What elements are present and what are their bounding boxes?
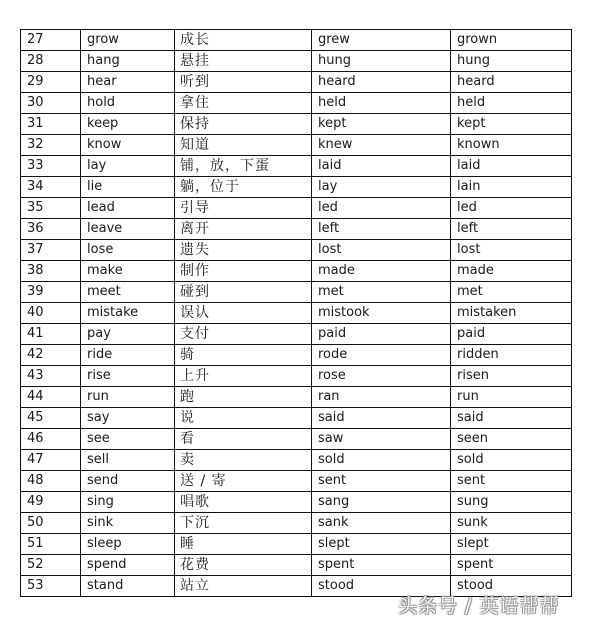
meaning-cell: 看 (175, 429, 312, 450)
table-row (21, 282, 572, 303)
table-row (21, 114, 572, 135)
table-row (21, 555, 572, 576)
past-participle-cell: held (451, 93, 572, 114)
past-participle-cell: seen (451, 429, 572, 450)
row-number-cell: 48 (21, 471, 81, 492)
table-row (21, 408, 572, 429)
base-form-cell: hang (81, 51, 175, 72)
past-tense-cell: spent (312, 555, 451, 576)
row-number-cell: 28 (21, 51, 81, 72)
past-participle-cell: laid (451, 156, 572, 177)
past-participle-cell: kept (451, 114, 572, 135)
base-form-cell: run (81, 387, 175, 408)
row-number-cell: 45 (21, 408, 81, 429)
table-row (21, 387, 572, 408)
base-form-cell: lay (81, 156, 175, 177)
row-number-cell: 34 (21, 177, 81, 198)
row-number-cell: 43 (21, 366, 81, 387)
past-participle-cell: sunk (451, 513, 572, 534)
base-form-cell: lose (81, 240, 175, 261)
table-row (21, 177, 572, 198)
table-row (21, 492, 572, 513)
meaning-cell: 知道 (175, 135, 312, 156)
meaning-cell: 下沉 (175, 513, 312, 534)
past-participle-cell: left (451, 219, 572, 240)
table-row (21, 240, 572, 261)
base-form-cell: hold (81, 93, 175, 114)
base-form-cell: ride (81, 345, 175, 366)
row-number-cell: 37 (21, 240, 81, 261)
base-form-cell: see (81, 429, 175, 450)
past-participle-cell: met (451, 282, 572, 303)
row-number-cell: 53 (21, 576, 81, 597)
meaning-cell: 卖 (175, 450, 312, 471)
row-number-cell: 35 (21, 198, 81, 219)
row-number-cell: 42 (21, 345, 81, 366)
row-number-cell: 30 (21, 93, 81, 114)
base-form-cell: spend (81, 555, 175, 576)
row-number-cell: 52 (21, 555, 81, 576)
row-number-cell: 50 (21, 513, 81, 534)
base-form-cell: grow (81, 30, 175, 51)
past-tense-cell: made (312, 261, 451, 282)
base-form-cell: lead (81, 198, 175, 219)
past-tense-cell: held (312, 93, 451, 114)
row-number-cell: 29 (21, 72, 81, 93)
base-form-cell: pay (81, 324, 175, 345)
meaning-cell: 睡 (175, 534, 312, 555)
table-row (21, 198, 572, 219)
meaning-cell: 花费 (175, 555, 312, 576)
base-form-cell: sell (81, 450, 175, 471)
past-tense-cell: sold (312, 450, 451, 471)
past-participle-cell: known (451, 135, 572, 156)
meaning-cell: 铺，放，下蛋 (175, 156, 312, 177)
past-tense-cell: knew (312, 135, 451, 156)
table-row (21, 93, 572, 114)
past-participle-cell: hung (451, 51, 572, 72)
row-number-cell: 41 (21, 324, 81, 345)
row-number-cell: 51 (21, 534, 81, 555)
table-row (21, 513, 572, 534)
table-row (21, 156, 572, 177)
past-tense-cell: stood (312, 576, 451, 597)
meaning-cell: 悬挂 (175, 51, 312, 72)
base-form-cell: sing (81, 492, 175, 513)
table-row (21, 471, 572, 492)
base-form-cell: send (81, 471, 175, 492)
past-participle-cell: run (451, 387, 572, 408)
meaning-cell: 支付 (175, 324, 312, 345)
past-tense-cell: ran (312, 387, 451, 408)
past-participle-cell: sold (451, 450, 572, 471)
past-tense-cell: rose (312, 366, 451, 387)
base-form-cell: meet (81, 282, 175, 303)
verb-table-body (21, 30, 572, 597)
base-form-cell: know (81, 135, 175, 156)
past-participle-cell: lain (451, 177, 572, 198)
past-tense-cell: lost (312, 240, 451, 261)
irregular-verb-table (20, 29, 572, 597)
past-participle-cell: sent (451, 471, 572, 492)
table-row (21, 30, 572, 51)
past-tense-cell: rode (312, 345, 451, 366)
base-form-cell: mistake (81, 303, 175, 324)
past-participle-cell: made (451, 261, 572, 282)
meaning-cell: 上升 (175, 366, 312, 387)
past-participle-cell: slept (451, 534, 572, 555)
meaning-cell: 碰到 (175, 282, 312, 303)
meaning-cell: 拿住 (175, 93, 312, 114)
meaning-cell: 遗失 (175, 240, 312, 261)
past-participle-cell: heard (451, 72, 572, 93)
row-number-cell: 31 (21, 114, 81, 135)
table-row (21, 345, 572, 366)
table-row (21, 51, 572, 72)
past-participle-cell: risen (451, 366, 572, 387)
past-tense-cell: slept (312, 534, 451, 555)
meaning-cell: 听到 (175, 72, 312, 93)
base-form-cell: sink (81, 513, 175, 534)
table-row (21, 135, 572, 156)
past-tense-cell: mistook (312, 303, 451, 324)
row-number-cell: 36 (21, 219, 81, 240)
row-number-cell: 47 (21, 450, 81, 471)
past-tense-cell: left (312, 219, 451, 240)
table-row (21, 534, 572, 555)
past-tense-cell: sang (312, 492, 451, 513)
table-row (21, 72, 572, 93)
past-participle-cell: stood (451, 576, 572, 597)
base-form-cell: make (81, 261, 175, 282)
meaning-cell: 站立 (175, 576, 312, 597)
past-tense-cell: sank (312, 513, 451, 534)
base-form-cell: lie (81, 177, 175, 198)
base-form-cell: sleep (81, 534, 175, 555)
meaning-cell: 说 (175, 408, 312, 429)
past-tense-cell: lay (312, 177, 451, 198)
past-tense-cell: grew (312, 30, 451, 51)
past-tense-cell: heard (312, 72, 451, 93)
table-row (21, 366, 572, 387)
meaning-cell: 离开 (175, 219, 312, 240)
meaning-cell: 保持 (175, 114, 312, 135)
table-row (21, 429, 572, 450)
past-participle-cell: paid (451, 324, 572, 345)
past-tense-cell: sent (312, 471, 451, 492)
past-participle-cell: lost (451, 240, 572, 261)
past-tense-cell: kept (312, 114, 451, 135)
meaning-cell: 躺，位于 (175, 177, 312, 198)
meaning-cell: 制作 (175, 261, 312, 282)
row-number-cell: 40 (21, 303, 81, 324)
table-row (21, 219, 572, 240)
past-participle-cell: spent (451, 555, 572, 576)
meaning-cell: 成长 (175, 30, 312, 51)
past-tense-cell: paid (312, 324, 451, 345)
row-number-cell: 39 (21, 282, 81, 303)
base-form-cell: keep (81, 114, 175, 135)
base-form-cell: rise (81, 366, 175, 387)
past-participle-cell: said (451, 408, 572, 429)
past-participle-cell: led (451, 198, 572, 219)
meaning-cell: 引导 (175, 198, 312, 219)
meaning-cell: 误认 (175, 303, 312, 324)
past-participle-cell: ridden (451, 345, 572, 366)
past-participle-cell: sung (451, 492, 572, 513)
row-number-cell: 44 (21, 387, 81, 408)
row-number-cell: 27 (21, 30, 81, 51)
meaning-cell: 唱歌 (175, 492, 312, 513)
base-form-cell: stand (81, 576, 175, 597)
past-participle-cell: mistaken (451, 303, 572, 324)
past-tense-cell: saw (312, 429, 451, 450)
watermark: 头条号 / 英语帮帮 (398, 595, 560, 617)
row-number-cell: 46 (21, 429, 81, 450)
row-number-cell: 33 (21, 156, 81, 177)
base-form-cell: say (81, 408, 175, 429)
past-tense-cell: laid (312, 156, 451, 177)
past-tense-cell: met (312, 282, 451, 303)
row-number-cell: 32 (21, 135, 81, 156)
table-row (21, 450, 572, 471)
table-row (21, 324, 572, 345)
row-number-cell: 38 (21, 261, 81, 282)
meaning-cell: 骑 (175, 345, 312, 366)
past-tense-cell: hung (312, 51, 451, 72)
past-tense-cell: led (312, 198, 451, 219)
past-tense-cell: said (312, 408, 451, 429)
table-row (21, 261, 572, 282)
row-number-cell: 49 (21, 492, 81, 513)
base-form-cell: hear (81, 72, 175, 93)
meaning-cell: 跑 (175, 387, 312, 408)
meaning-cell: 送 / 寄 (175, 471, 312, 492)
base-form-cell: leave (81, 219, 175, 240)
table-row (21, 303, 572, 324)
past-participle-cell: grown (451, 30, 572, 51)
